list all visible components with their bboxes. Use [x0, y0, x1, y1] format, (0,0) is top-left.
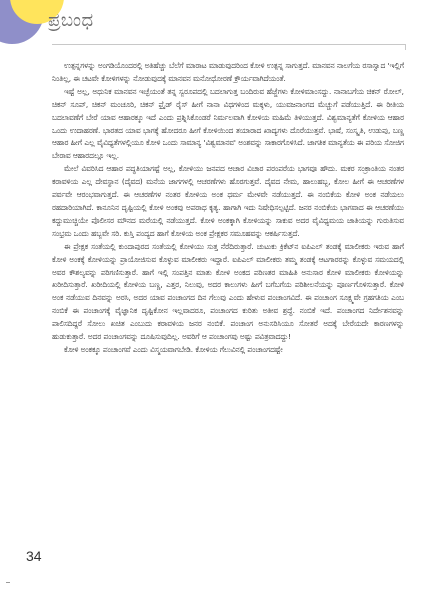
article-body: [52, 60, 404, 545]
margin-mark: [6, 582, 10, 583]
paragraph: ಇಷ್ಟೆ ಅಲ್ಲ, ಅಧುನಿಕ ಮಾನವನ ಇಚ್ಛೆಯಂತೆ ತನ್ನ ಸ್ವರೂಪದಲ್ಲಿ ಬದಲಾಗುತ್ತ ಬಂದಿರುವ ಹೆಜ್ಜೆಗಳು ಕೋಳಿಮಾಂಸದ್ದು. ನಾನಾಬಗೆಯ ಚಿಕನ್ ರೋಲ್, ಚಿಕನ್ ಸೂಪ್, ಚಿಕನ್ ಮಂಚೂರಿ, ಚಿಕನ್ ಫ್ರೈಡ್ ರೈಸ್ ಹೀಗೆ ನಾನಾ ವಿಧಗಳಿಂದ ಮಕ್ಕಳು, ಯುವಜನಾಂಗದ ಮೆಚ್ಚುಗೆ ಪಡೆಯುತ್ತಿದೆ. ಈ ರೀತಿಯ ಬದಲಾವಣೆಗೆ ಬೇರೆ ಯಾವ ಆಹಾರಕ್ಕೂ ಇದೆ ಎಂದು ಪ್ರಶ್ನಿಸಿಕೊಂಡರೆ ನಿರ್ಮಲವಾಗಿ ಕೋಳಿಯ ಮಹಿಮೆ ತಿಳಿಯುತ್ತದೆ. ವಿಶ್ವಮಾನ್ಯತೆಗೆ ಕೋಳಿಯ ಆಹಾರ ಒಂದು ಉದಾಹರಣೆ. ಭಾರತದ ಯಾವ ಭಾಗಕ್ಕೆ ಹೋದರೂ ಹೀಗೆ ಕೋಳಿಯಿಂದ ತಯಾರಾದ ಖಾದ್ಯಗಳು ದೊರೆಯುತ್ತವೆ. ಭಾಷೆ, ಸಂಸ್ಕೃತಿ, ಉಡುಪು, ಬಣ್ಣ ಆಹಾರ ಹೀಗೆ ಎಲ್ಲ ವೈವಿಧ್ಯತೆಗಳಲ್ಲಿಯೂ ಕೋಳಿ ಒಂದು ಸಾಮಾನ್ಯ 'ವಿಶ್ವಮಾನವ' ಅಂಶವನ್ನು ಸಾಕಾರಗೊಳಿಸಿದೆ. ಜಾಗತಿಕ ಮಾನ್ಯತೆಯ ಈ ಪರಿಯ ಸೋಜಿಗ ಬೇರಾವ ಆಹಾರದಲ್ಲೂ ಇಲ್ಲ.: [52, 86, 404, 161]
header-rule-tick: [405, 44, 406, 50]
page-number: 34: [26, 548, 42, 564]
section-title: ಪ್ರಬಂಧ: [48, 10, 94, 31]
paragraph: ಈ ಪ್ರೇಕ್ಷಕ ಸಂತೆಯಲ್ಲಿ ಕುಂದಾಪುರದ ಸಂತೆಯಲ್ಲಿ ಕೋಳಿಯು ಸುತ್ತ ನೆರೆದಿರುತ್ತಾರೆ. ಚುಟುಕು ಕ್ರಿಕೆಟ್‌ನ ಐಪಿಎಲ್ ತಂಡಕ್ಕೆ ಮಾಲೀಕರು ಇರುವ ಹಾಗೆ ಕೋಳಿ ಅಂಕಕ್ಕೆ ಕೋಳಿಯನ್ನು ಪ್ರಾಯೋಜಿಸುವ ಕೊಳ್ಳುವ ಮಾಲೀಕರು ಇದ್ದಾರೆ. ಐಪಿಎಲ್ ಮಾಲೀಕರು ತಮ್ಮ ತಂಡಕ್ಕೆ ಆಟಗಾರರನ್ನು ಕೊಳ್ಳುವ ಸಮಯದಲ್ಲಿ ಅವರ ಕೌಶಲ್ಯವನ್ನು ಪರಿಗಣಿಸುತ್ತಾರೆ. ಹಾಗೆ ಇಲ್ಲಿ ಸಂಪತ್ತಿನ ಮಾತು ಕೋಳಿ ಅಂಕದ ಪರಿಣತರ ಮಾಹಿತಿ ಅನುಸಾರ ಕೋಳಿ ಮಾಲೀಕರು ಕೋಳಿಯನ್ನು ಖರೀದಿಸುತ್ತಾರೆ. ಖರೀದಿಯಲ್ಲಿ ಕೋಳಿಯ ಬಣ್ಣ, ಎತ್ತರ, ನಿಲುವು, ಅದರ ಕಾಲುಗಳು ಹೀಗೆ ಬಗೆಬಗೆಯ ಪರಿಶೀಲನೆಯನ್ನು ಪೂರ್ಣಗೊಳಿಸುತ್ತಾರೆ. ಕೋಳಿ ಅಂಕ ನಡೆಯುವ ದಿನವನ್ನು ಅರಸಿ, ಅದರ ಯಾವ ಪಂಚಾಂಗದ ದಿನ ಗೆಲುವು ಎಂದು ಹೇಳುವ ಪಂಚಾಂಗವಿದೆ. ಈ ಪಂಚಾಂಗ ಸೂಕ್ಷ್ಮವೇ ಗ್ರಹಗತಿಯ ಎಂಬ ನಂಬಿಕೆ ಈ ಪಂಚಾಂಗಕ್ಕೆ ವೈಜ್ಞಾನಿಕ ದೃಷ್ಟಿಕೋನ ಇಲ್ಲವಾದರೂ, ಪಂಚಾಂಗದ ಕುರಿತು ಅತೀವ ಶ್ರದ್ಧೆ. ನಂಬಿಕೆ ಇದೆ. ಪಂಚಾಂಗದ ನಿರ್ದೇಶನವನ್ನು ಪಾಲಿಸದಿದ್ದರೆ ಸೋಲು ಖಚಿತ ಎಂಬುದು ಕರಾವಳಿಯ ಜನರ ನಂಬಿಕೆ. ಪಂಚಾಂಗ ಅನುಸರಿಸಿಯೂ ಸೋತರೆ ಅದಕ್ಕೆ ಬೇರೆಯದೇ ಕಾರಣಗಳನ್ನು ಹುಡುಕುತ್ತಾರೆ. ಅದರ ಪಂಚಾಂಗವನ್ನು ದೂಷಿಸುವುದಿಲ್ಲ. ಅವರಿಗೆ ಆ ಪಂಚಾಂಗವು ಅಷ್ಟು ಪವಿತ್ರವಾದದ್ದು!: [52, 241, 404, 342]
paragraph: ಕೋಳಿ ಅಂಕಕ್ಕೂ ಪಂಚಾಂಗವೆ ಎಂದು ವಿಸ್ಮಯವಾಗಬೇಡಿ. ಕೋಳಿಯ ಗೆಲುವಿನಲ್ಲಿ ಪಂಚಾಂಗದಷ್ಟೇ: [64, 344, 283, 354]
header-rule: [52, 44, 406, 45]
paragraph: ಮೇಲೆ ವಿವರಿಸಿದ ಆಹಾರ ಪದ್ಧತಿಯಾಗಷ್ಟೆ ಅಲ್ಲ, ಕೋಳಿಯು ಜನಪದ ಆಚಾರ ವಿಚಾರ ಪರಂಪರೆಯ ಭಾಗವೂ ಹೌದು. ಮಕರ ಸಂಕ್ರಾಂತಿಯ ನಂತರ ಕರಾವಳಿಯ ಎಲ್ಲ ದೇವಸ್ಥಾನ (ದೈವದ) ಮನೆಯ ಜಾಗಗಳಲ್ಲಿ ಆಚರಣೆಗಳು ಹೊರಗುತ್ತವೆ. ದೈವದ ನೇಮ, ಹಾಲುಹಬ್ಬ, ಕೋಲ ಹೀಗೆ ಈ ಆಚರಣೆಗಳ ಪರ್ವವೇ ಆರಂಭವಾಗುತ್ತದೆ. ಈ ಆಚರಣೆಗಳ ನಂತರ ಕೋಳಿಯ ಅಂಕ ಧರ್ಮ ಮೇಳವೇ ನಡೆಯುತ್ತದೆ. ಈ ನಂಬಿಕೆಯ ಕೋಳಿ ಅಂಕ ನಡೆಯಲು ರಹದಾರಿಯಾಗಿದೆ. ಕಾನೂನಿನ ದೃಷ್ಟಿಯಲ್ಲಿ ಕೋಳಿ ಅಂಕವು ಅಪರಾಧ ಕೃತ್ಯ. ಹಾಗಾಗಿ ಇದು ನಿಷೇಧಿಸಲ್ಪಟ್ಟಿದೆ. ಜನರ ನಂಬಿಕೆಯ ಭಾಗವಾದ ಈ ಆಚರಣೆಯು ಕದ್ದುಮುಚ್ಚಿಯೇ ಪೊಲೀಸರ ಮೌನದ ಮರೆಯಲ್ಲಿ ನಡೆಯುತ್ತದೆ. ಕೋಳಿ ಅಂಕಕ್ಕಾಗಿ ಕೋಳಿಯನ್ನು ಸಾಕುವ ಅದರ ವೈವಿಧ್ಯಮಯ ಜಾತಿಯನ್ನು ಗುರುತಿಸುವ ಸಂಭ್ರಮ ಒಂದು ಹಬ್ಬವೇ ಸರಿ. ಕುಸ್ತಿ ಪಂದ್ಯದ ಹಾಗೆ ಕೋಳಿಯ ಅಂಕ ಪ್ರೇಕ್ಷಕರ ಸಮೂಹವನ್ನು ಆಕರ್ಷಿಸುತ್ತದೆ.: [52, 164, 404, 238]
paragraph: ಉತ್ಪನ್ನಗಳನ್ನು ಅಂಗಡಿಯೊಂದರಲ್ಲಿ ಅತಿಹೆಚ್ಚು ಬೆಲೆಗೆ ಮಾರಾಟ ಮಾಡುವುದರಿಂದ ಕೋಳಿ ಉತ್ಪನ್ನ ಸಾಗುತ್ತದೆ. ಮಾನವನ ನಾಲಗೆಯ ರಸಾಸ್ವಾದ 'ಇಲ್ಲಿಗೆ ನಿಂತಿಲ್ಲ, ಈ ಚಟವೇ ಕೋಳಿಗಳನ್ನು ನೋಡುವುದಕ್ಕೆ ಮಾನವನ ಮನೋಧೋರಣೆ ಕ್ರೌರ್ಯವಾಗಿದೆಯಂತೆ.: [52, 61, 404, 83]
